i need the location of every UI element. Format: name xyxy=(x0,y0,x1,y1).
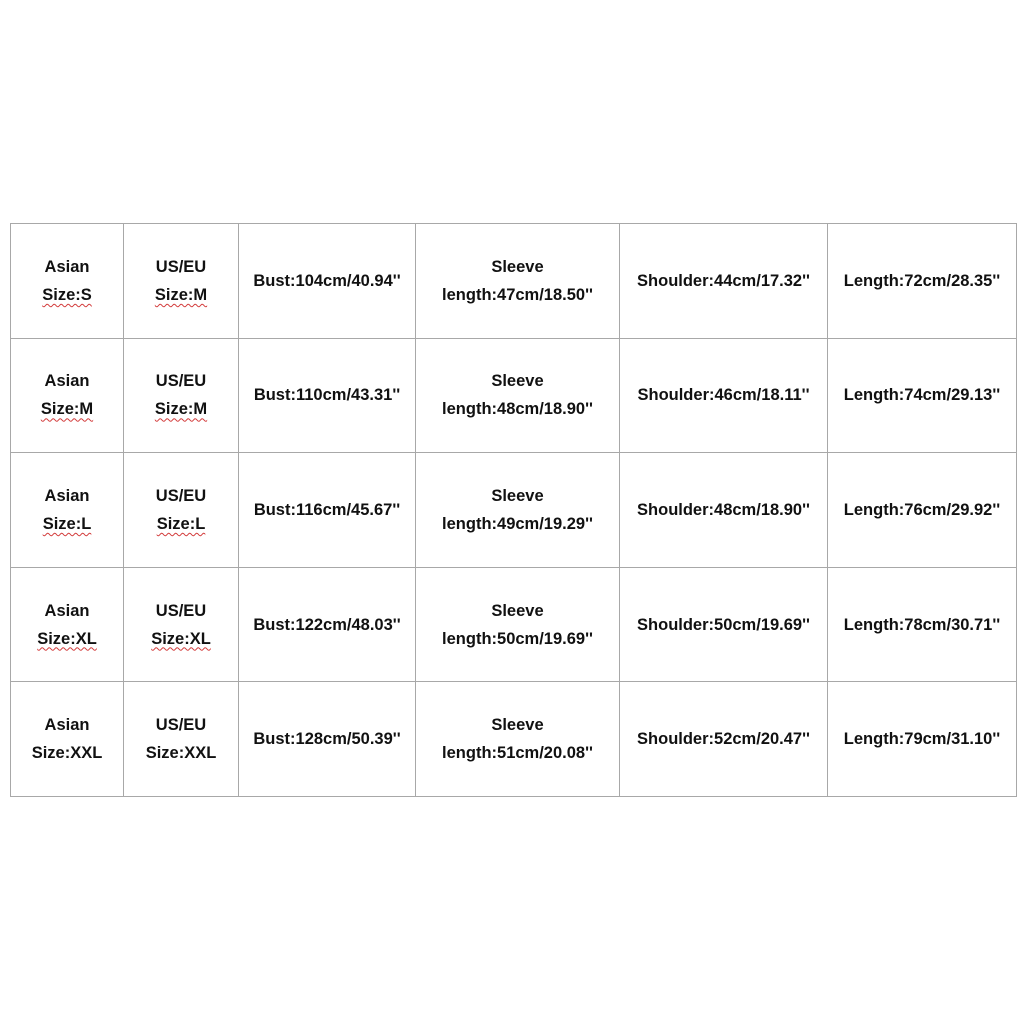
us-eu-label: US/EU xyxy=(155,257,207,276)
table-row xyxy=(11,567,1017,682)
sleeve-length-value: length:50cm/19.69'' xyxy=(442,629,593,648)
table-row xyxy=(11,224,1017,339)
asian-label: Asian xyxy=(44,601,90,620)
sleeve-length-cell xyxy=(416,224,620,339)
us-eu-size-cell xyxy=(124,453,239,568)
sleeve-length-value: length:48cm/18.90'' xyxy=(442,400,593,419)
asian-size-cell xyxy=(11,338,124,453)
length-cell: Length:74cm/29.13'' xyxy=(828,338,1017,453)
us-eu-size-cell xyxy=(124,682,239,797)
sleeve-label: Sleeve xyxy=(491,257,544,276)
sleeve-label: Sleeve xyxy=(491,716,544,735)
sleeve-label: Sleeve xyxy=(491,601,544,620)
sleeve-label: Sleeve xyxy=(491,372,544,391)
sleeve-length-cell xyxy=(416,682,620,797)
sleeve-length-cell xyxy=(416,453,620,568)
bust-cell: Bust:128cm/50.39'' xyxy=(239,682,416,797)
us-eu-size-value: Size:XL xyxy=(151,629,211,648)
bust-cell: Bust:116cm/45.67'' xyxy=(239,453,416,568)
us-eu-label: US/EU xyxy=(155,486,207,505)
asian-label: Asian xyxy=(44,716,90,735)
us-eu-size-value: Size:M xyxy=(154,285,208,304)
us-eu-size-value: Size:XXL xyxy=(145,744,217,763)
shoulder-cell: Shoulder:44cm/17.32'' xyxy=(620,224,828,339)
us-eu-size-value: Size:L xyxy=(156,514,206,533)
us-eu-size-cell xyxy=(124,224,239,339)
sleeve-length-cell xyxy=(416,338,620,453)
table-row xyxy=(11,338,1017,453)
asian-size-cell xyxy=(11,682,124,797)
asian-size-value: Size:M xyxy=(40,400,94,419)
asian-label: Asian xyxy=(44,486,90,505)
table-row xyxy=(11,682,1017,797)
length-cell: Length:72cm/28.35'' xyxy=(828,224,1017,339)
asian-size-cell xyxy=(11,224,124,339)
shoulder-cell: Shoulder:46cm/18.11'' xyxy=(620,338,828,453)
length-cell: Length:78cm/30.71'' xyxy=(828,567,1017,682)
us-eu-label: US/EU xyxy=(155,372,207,391)
sleeve-length-value: length:47cm/18.50'' xyxy=(442,285,593,304)
length-cell: Length:79cm/31.10'' xyxy=(828,682,1017,797)
bust-cell: Bust:110cm/43.31'' xyxy=(239,338,416,453)
asian-size-value: Size:XL xyxy=(37,629,97,648)
sleeve-label: Sleeve xyxy=(491,486,544,505)
asian-size-value: Size:XXL xyxy=(31,744,103,763)
us-eu-size-value: Size:M xyxy=(154,400,208,419)
asian-label: Asian xyxy=(44,257,90,276)
us-eu-label: US/EU xyxy=(155,601,207,620)
sleeve-length-cell xyxy=(416,567,620,682)
table-row xyxy=(11,453,1017,568)
length-cell: Length:76cm/29.92'' xyxy=(828,453,1017,568)
bust-cell: Bust:104cm/40.94'' xyxy=(239,224,416,339)
asian-size-cell xyxy=(11,567,124,682)
sleeve-length-value: length:51cm/20.08'' xyxy=(442,744,593,763)
asian-size-value: Size:L xyxy=(42,514,92,533)
asian-size-value: Size:S xyxy=(42,285,92,304)
sleeve-length-value: length:49cm/19.29'' xyxy=(442,514,593,533)
us-eu-size-cell xyxy=(124,338,239,453)
bust-cell: Bust:122cm/48.03'' xyxy=(239,567,416,682)
size-chart-table xyxy=(10,223,1017,797)
asian-size-cell xyxy=(11,453,124,568)
shoulder-cell: Shoulder:52cm/20.47'' xyxy=(620,682,828,797)
us-eu-label: US/EU xyxy=(155,716,207,735)
us-eu-size-cell xyxy=(124,567,239,682)
shoulder-cell: Shoulder:50cm/19.69'' xyxy=(620,567,828,682)
asian-label: Asian xyxy=(44,372,90,391)
shoulder-cell: Shoulder:48cm/18.90'' xyxy=(620,453,828,568)
